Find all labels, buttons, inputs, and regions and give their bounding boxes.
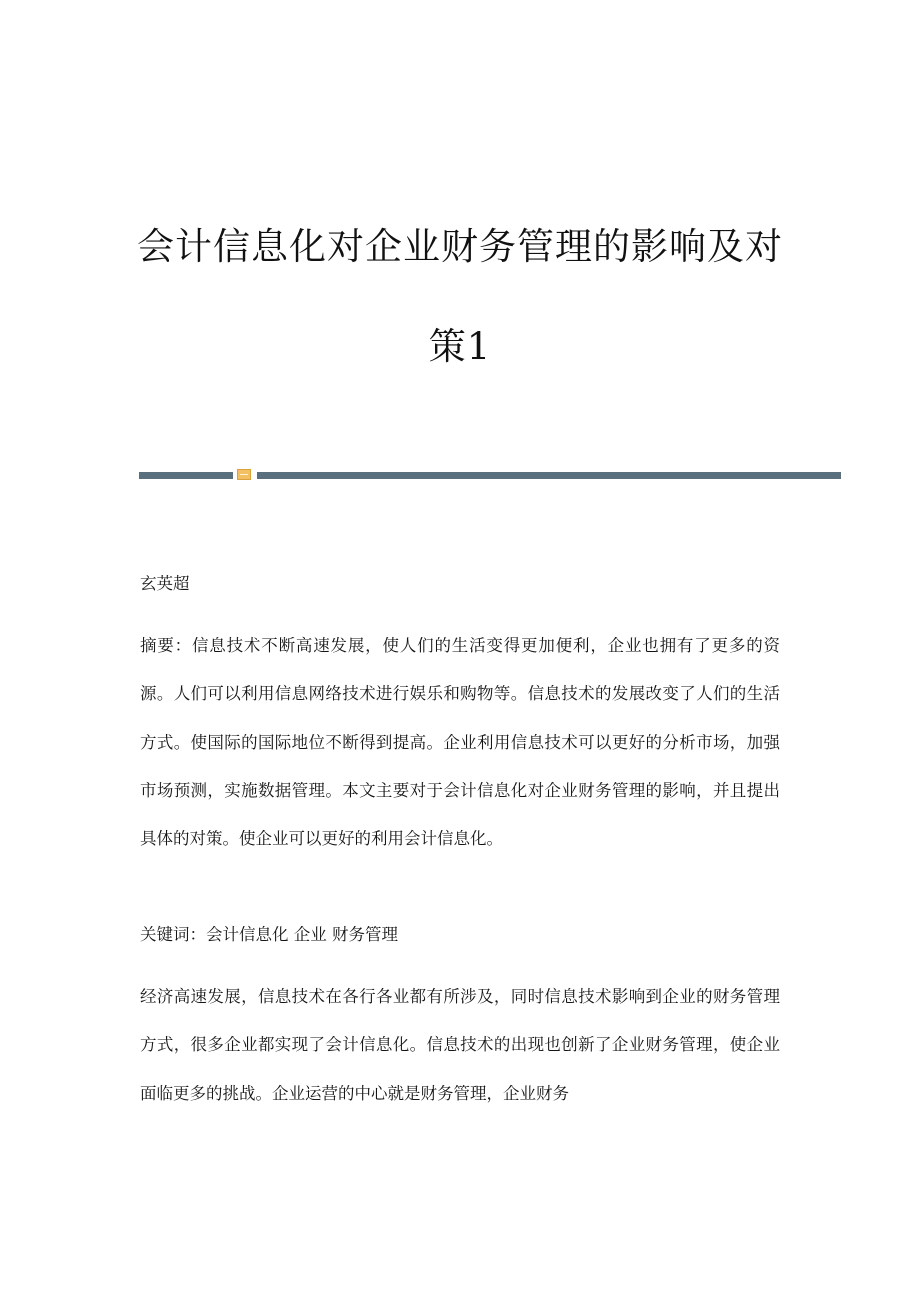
divider-left-bar [139,472,233,479]
abstract-text: 信息技术不断高速发展，使人们的生活变得更加便利，企业也拥有了更多的资源。人们可以利用信息网络技术进行娱乐和购物等。信息技术的发展改变了人们的生活方式。使国际的国际地位不断得到提高。企业利用信息技术可以更好的分析市场，加强市场预测，实施数据管理。本文主要对于会计信息化对企业财务管理的影响，并且提出具体的对策。使企业可以更好的利用会计信息化。 [140,636,781,849]
keyword-item: 财务管理 [332,925,398,944]
keywords-line [140,921,780,945]
author-name: 玄英超 [140,574,190,593]
keywords-label: 关键词： [140,925,206,944]
abstract-paragraph [140,622,780,863]
divider-right-bar [257,472,841,479]
document-title-line-2: 策1 [428,325,492,368]
keyword-item: 企业 [293,925,327,944]
keyword-item: 会计信息化 [206,925,289,944]
divider-ornament-icon [237,469,251,480]
abstract-label: 摘要： [140,636,192,655]
document-title-line-1: 会计信息化对企业财务管理的影响及对 [137,225,783,268]
title-divider [139,467,841,483]
body-paragraph: 经济高速发展，信息技术在各行各业都有所涉及，同时信息技术影响到企业的财务管理方式，很多企业都实现了会计信息化。信息技术的出现也创新了企业财务管理，使企业面临更多的挑战。企业运营的中心就是财务管理，企业财务 [140,987,780,1103]
